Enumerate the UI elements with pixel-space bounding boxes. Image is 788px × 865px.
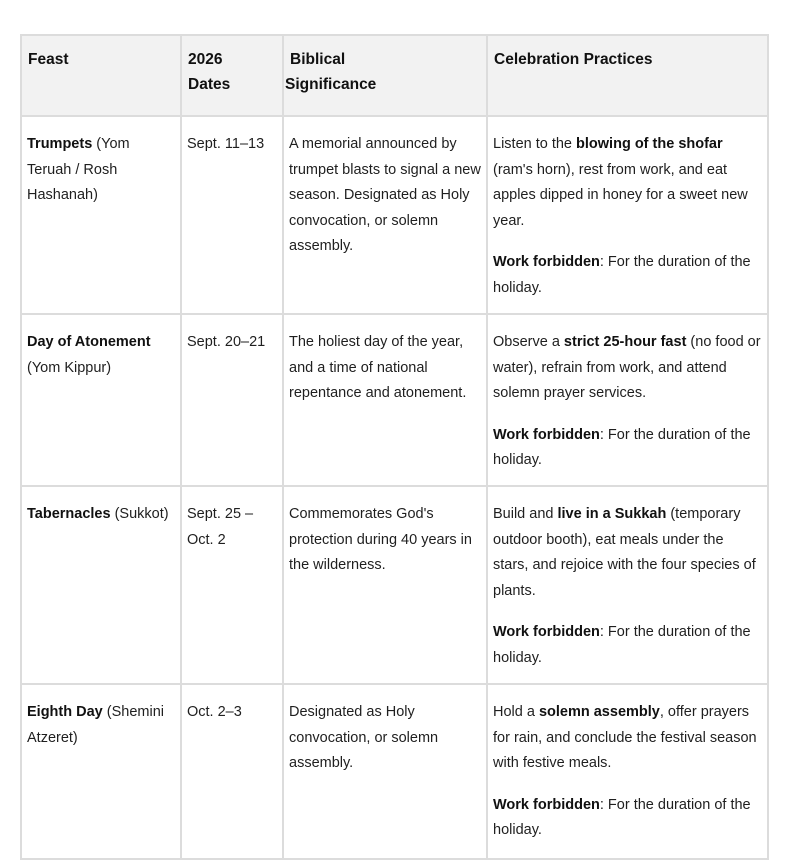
- work-note: [493, 793, 762, 844]
- practices-highlight: solemn assembly: [538, 704, 660, 720]
- practices-pre: Hold a: [493, 704, 539, 720]
- table-row: [21, 314, 768, 486]
- work-note: [493, 423, 762, 474]
- feast-alt-name: (Shemini Atzeret): [27, 704, 164, 746]
- practices-post: (no food or water), refrain from work, and attend solemn prayer services.: [493, 334, 761, 401]
- feast-name: Tabernacles: [27, 506, 111, 522]
- practices-post: (temporary outdoor booth), eat meals under the stars, and rejoice with the four species of plants.: [493, 506, 756, 599]
- practices-post: (ram's horn), rest from work, and eat apples dipped in honey for a sweet new year.: [493, 161, 748, 229]
- header-dates: [181, 35, 283, 116]
- significance-cell: [283, 684, 487, 859]
- header-feast-label: Feast: [28, 51, 69, 68]
- significance-text: Designated as Holy convocation, or solemn assembly.: [289, 704, 439, 771]
- feast-cell: [21, 486, 181, 684]
- dates-cell: [181, 116, 283, 314]
- feast-alt-name: (Yom Teruah / Rosh Hashanah): [27, 136, 130, 203]
- feast-name: Day of Atonement: [27, 334, 151, 350]
- practices-text: [493, 700, 762, 777]
- dates-cell: [181, 684, 283, 859]
- table-row: [21, 486, 768, 684]
- table-row: [21, 684, 768, 859]
- work-forbidden-label: Work forbidden: [493, 254, 600, 270]
- header-practices-label: Celebration Practices: [494, 51, 653, 68]
- table-row: [21, 116, 768, 314]
- work-forbidden-text: : For the duration of the holiday.: [493, 254, 751, 296]
- header-significance-line1: Biblical: [290, 51, 346, 68]
- practices-highlight: strict 25-hour fast: [563, 334, 687, 350]
- significance-cell: [283, 116, 487, 314]
- practices-cell: [487, 314, 768, 486]
- feast-cell: [21, 116, 181, 314]
- practices-highlight: live in a Sukkah: [557, 506, 667, 522]
- dates-value: Sept. 20–21: [187, 334, 266, 350]
- feast-alt-name: (Sukkot): [110, 506, 169, 522]
- header-feast: [21, 35, 181, 116]
- practices-cell: [487, 684, 768, 859]
- dates-value: Sept. 11–13: [187, 136, 265, 152]
- practices-text: [493, 132, 762, 234]
- dates-cell: [181, 314, 283, 486]
- work-forbidden-text: : For the duration of the holiday.: [493, 624, 751, 666]
- dates-value: Oct. 2–3: [187, 704, 242, 720]
- feast-cell: [21, 314, 181, 486]
- header-dates-line2: Dates: [188, 76, 231, 93]
- work-forbidden-label: Work forbidden: [493, 624, 600, 640]
- work-forbidden-text: : For the duration of the holiday.: [493, 426, 751, 468]
- header-row: [21, 35, 768, 116]
- feast-cell: [21, 684, 181, 859]
- header-practices: [487, 35, 768, 116]
- practices-pre: Build and: [493, 506, 558, 522]
- practices-post: , offer prayers for rain, and conclude the festival season with festive meals.: [493, 704, 757, 771]
- header-significance: [283, 35, 487, 116]
- work-forbidden-label: Work forbidden: [493, 796, 600, 813]
- dates-cell: [181, 486, 283, 684]
- feasts-table: [20, 34, 769, 860]
- work-note: [493, 250, 762, 301]
- significance-cell: [283, 314, 487, 486]
- significance-text: Commemorates God's protection during 40 years in the wilderness.: [289, 506, 472, 573]
- work-forbidden-label: Work forbidden: [493, 426, 600, 443]
- significance-text: A memorial announced by trumpet blasts to signal a new season. Designated as Holy convocation, or solemn assembly.: [289, 136, 481, 254]
- practices-text: [493, 330, 762, 407]
- significance-cell: [283, 486, 487, 684]
- practices-text: [493, 502, 762, 604]
- work-forbidden-text: : For the duration of the holiday.: [493, 796, 751, 838]
- practices-cell: [487, 116, 768, 314]
- feast-name: Trumpets: [27, 136, 93, 152]
- header-significance-line2: Significance: [285, 76, 377, 93]
- practices-pre: Listen to the: [493, 136, 577, 152]
- practices-highlight: blowing of the shofar: [576, 136, 723, 152]
- practices-cell: [487, 486, 768, 684]
- work-note: [493, 620, 762, 671]
- dates-value: Sept. 25 – Oct. 2: [187, 506, 254, 548]
- feast-alt-name: (Yom Kippur): [27, 359, 112, 376]
- practices-pre: Observe a: [493, 334, 564, 350]
- feast-name: Eighth Day: [27, 704, 103, 720]
- header-dates-line1: 2026: [188, 51, 223, 68]
- significance-text: The holiest day of the year, and a time of national repentance and atonement.: [289, 334, 467, 401]
